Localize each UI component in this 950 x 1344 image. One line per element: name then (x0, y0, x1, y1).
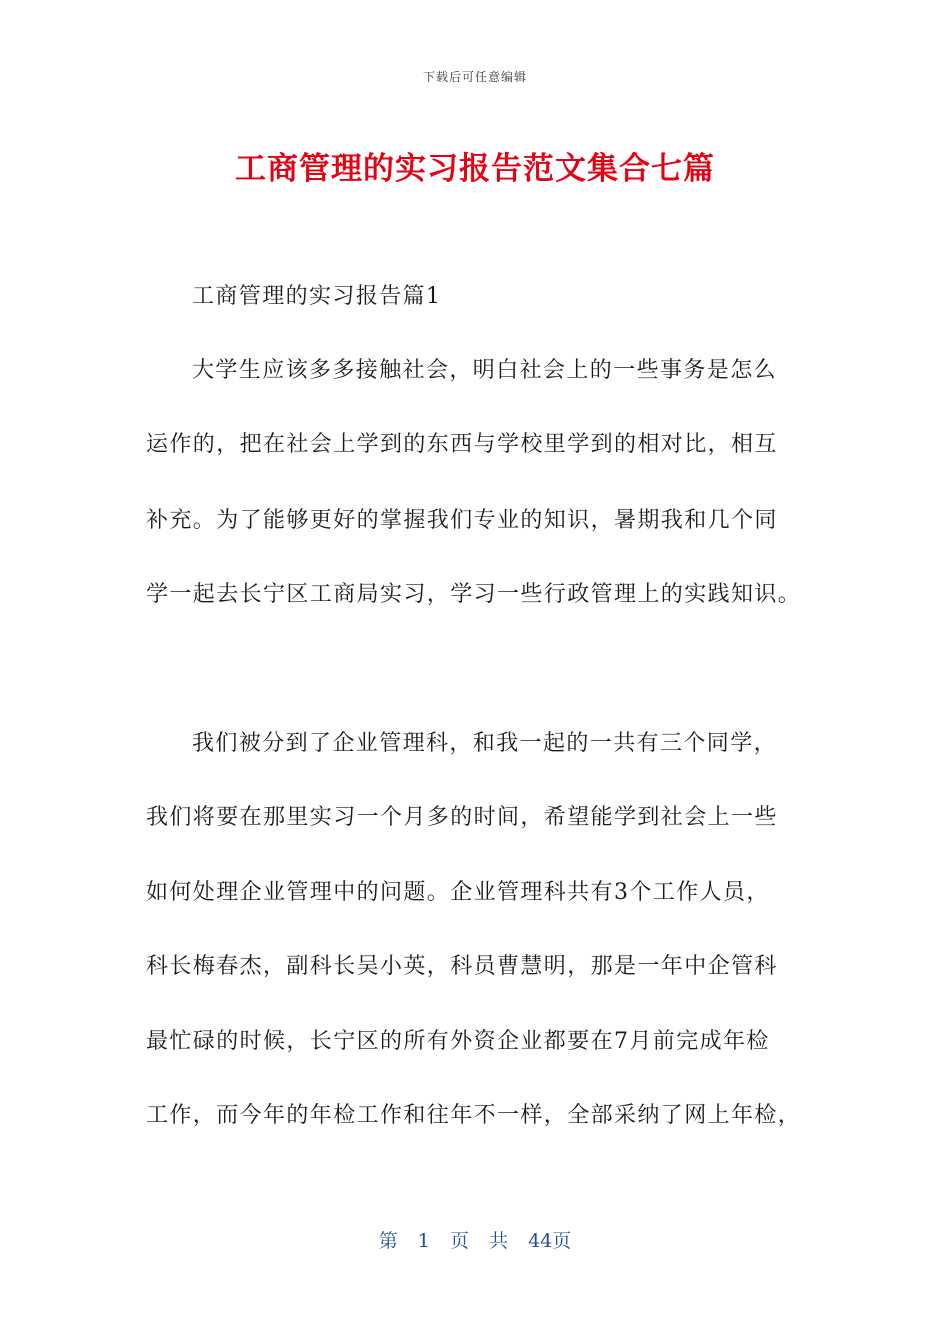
footer-page-prefix: 第 (378, 1230, 398, 1252)
footer-page-number: 1 (417, 1230, 430, 1252)
paragraph-line: 如何处理企业管理中的问题。企业管理科共有3个工作人员， (146, 880, 770, 905)
paragraph-line: 工作，而今年的年检工作和往年不一样，全部采纳了网上年检， (146, 1103, 802, 1128)
paragraph-line: 补充。为了能够更好的掌握我们专业的知识，暑期我和几个同 (146, 508, 778, 533)
footer-total-pages: 44页 (528, 1230, 572, 1252)
page-footer (0, 1226, 950, 1253)
paragraph-line: 我们将要在那里实习一个月多的时间，希望能学到社会上一些 (146, 805, 778, 830)
footer-page-mid: 页 (449, 1230, 469, 1252)
paragraph-line: 运作的，把在社会上学到的东西与学校里学到的相对比，相互 (146, 432, 778, 457)
paragraph-line: 最忙碌的时候，长宁区的所有外资企业都要在7月前完成年检 (146, 1029, 770, 1054)
document-title: 工商管理的实习报告范文集合七篇 (235, 151, 715, 187)
paragraph-line: 大学生应该多多接触社会，明白社会上的一些事务是怎么 (192, 358, 778, 383)
paragraph-line: 我们被分到了企业管理科，和我一起的一共有三个同学， (192, 731, 778, 756)
paragraph-line: 科长梅春杰，副科长吴小英，科员曹慧明，那是一年中企管科 (146, 954, 778, 979)
section-heading: 工商管理的实习报告篇1 (192, 284, 442, 309)
paragraph-line: 学一起去长宁区工商局实习，学习一些行政管理上的实践知识。 (146, 582, 802, 607)
header-note: 下载后可任意编辑 (422, 70, 527, 84)
footer-total-prefix: 共 (489, 1230, 509, 1252)
